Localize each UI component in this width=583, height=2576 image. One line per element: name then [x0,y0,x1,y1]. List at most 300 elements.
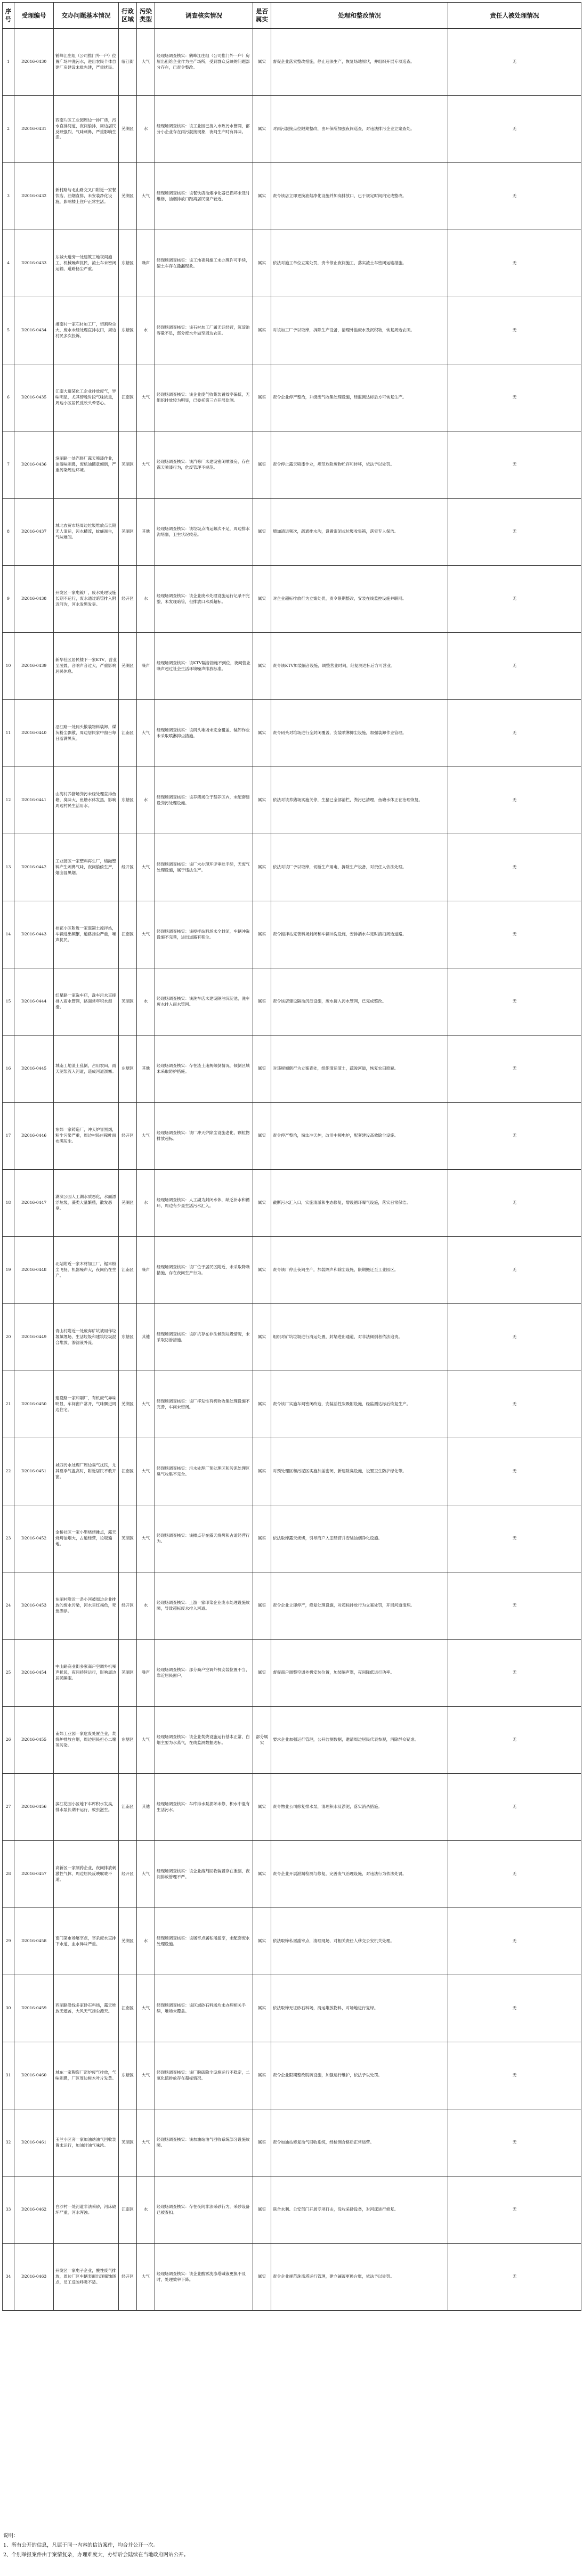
cell-no: 30 [3,1975,14,2042]
cell-pollution-type: 大气 [137,163,155,230]
cell-id: D2016-0445 [14,1036,54,1103]
notes [3,2531,189,2560]
cell-action: 责令码头对堆场进行全封闭覆盖，安装喷淋抑尘设施，加强装卸作业管理。 [271,700,448,767]
cell-verified: 属实 [253,2244,271,2311]
cell-district: 芜湖区 [119,499,137,566]
cell-no: 14 [3,901,14,968]
cell-district: 东塘区 [119,1304,137,1371]
cell-no: 8 [3,499,14,566]
note-item: 2、个别举报案件由于案情复杂，办理难度大，办结后会陆续在当地政府网站公开。 [3,2552,189,2558]
table-row [3,1975,581,2042]
table-row [3,499,581,566]
cell-verified: 属实 [253,364,271,431]
header-cell: 责任人被处理情况 [448,3,581,29]
cell-verified: 属实 [253,901,271,968]
cell-no: 17 [3,1103,14,1170]
cell-responsibility: 无 [448,767,581,834]
cell-pollution-type: 水 [137,1908,155,1975]
cell-no: 13 [3,834,14,901]
cell-district: 芜湖区 [119,1170,137,1237]
cell-district: 芜湖区 [119,633,137,700]
cell-no: 18 [3,1170,14,1237]
cell-description: 东湖村附近一条小河被周边企业排放的废水污染，河水呈红褐色，死鱼漂浮。 [54,1572,119,1640]
cell-id: D2016-0442 [14,834,54,901]
table-row [3,1103,581,1170]
cell-description: 城东一家陶瓷厂窑炉废气排放，气味刺鼻，厂区周边树木叶片发黄。 [54,2042,119,2109]
table-row [3,1505,581,1572]
cell-no: 15 [3,968,14,1036]
cell-action: 依法取缔露天烧烤，引导商户入室经营并安装油烟净化设施。 [271,1505,448,1572]
cell-description: 沿江路一处码头散装物料装卸，煤灰粉尘飘散，周边居民家中窗台每日落满黑灰。 [54,700,119,767]
header-cell: 行政区域 [119,3,137,29]
cell-description: 玉兰小区旁一家加油站油气回收装置未运行，加油时油气味浓。 [54,2109,119,2176]
cell-investigation: 经现场调查核实：该工地夜间施工未办理许可手续，渣土车存在撒漏现象。 [155,230,253,297]
cell-id: D2016-0436 [14,431,54,499]
cell-action: 督促企业落实整改措施，停止违法生产，恢复场地原状，并组织开展专项巡查。 [271,29,448,96]
cell-description: 工业园区一家塑料再生厂，熔融塑料产生刺鼻气味，夜间偷偷生产，烟囱冒黑烟。 [54,834,119,901]
cell-no: 22 [3,1438,14,1505]
cell-district: 芜湖区 [119,1908,137,1975]
table-row [3,901,581,968]
cell-pollution-type: 大气 [137,1975,155,2042]
cell-id: D2016-0459 [14,1975,54,2042]
cell-action: 依法对该养猪场实施关停，生猪已全部清栏，粪污已清理，鱼塘水体正在治理恢复。 [271,767,448,834]
cell-no: 24 [3,1572,14,1640]
cell-verified: 部分属实 [253,1707,271,1774]
cell-district: 江南区 [119,1237,137,1304]
cell-district: 经开区 [119,566,137,633]
cell-verified: 属实 [253,700,271,767]
cell-description: 新村路与北山路交叉口附近一家餐饮店，油烟直排，未安装净化设施，影响楼上住户正常生活。 [54,163,119,230]
cell-responsibility: 无 [448,1304,581,1371]
table-row [3,297,581,364]
cell-pollution-type: 大气 [137,2042,155,2109]
cell-pollution-type: 其他 [137,1036,155,1103]
cell-no: 29 [3,1908,14,1975]
cell-action: 责令搅拌站完善料场封闭和车辆冲洗设施，安排洒水车定时清扫周边道路。 [271,901,448,968]
cell-id: D2016-0460 [14,2042,54,2109]
table-row [3,1237,581,1304]
cell-investigation: 经现场调查核实：车库排水泵损坏未修，积水中混有生活污水。 [155,1774,253,1841]
cell-action: 责令该KTV加装隔音设施，调整营业时间，经复测达标后方可营业。 [271,633,448,700]
cell-responsibility: 无 [448,431,581,499]
cell-investigation: 经现场调查核实：该厂未办理环评审批手续，无废气处理设施，属于违法生产。 [155,834,253,901]
cell-description: 城南工地渣土乱倒，占用农田，雨天泥浆流入河道，造成河道淤塞。 [54,1036,119,1103]
cell-investigation: 经现场调查核实：污水处理厂预处理区和污泥处理区臭气收集不完全。 [155,1438,253,1505]
cell-description: 山湾村养猪场粪污未经处理直排鱼塘，臭味大，鱼塘水体发黑，影响周边村民生活用水。 [54,767,119,834]
cell-action: 责令企业开展泄漏检测与修复，完善废气治理设施，对违法行为依法处罚。 [271,1841,448,1908]
table-body [3,29,581,2311]
cell-no: 33 [3,2176,14,2244]
cell-district: 芜湖区 [119,431,137,499]
cell-no: 4 [3,230,14,297]
cell-responsibility: 无 [448,297,581,364]
cell-action: 督促商户调整空调外机安装位置，加装隔声罩，夜间降低运行功率。 [271,1640,448,1707]
cell-pollution-type: 大气 [137,2244,155,2311]
cell-district: 东塘区 [119,1036,137,1103]
cell-id: D2016-0431 [14,96,54,163]
cell-district: 经开区 [119,1103,137,1170]
cell-responsibility: 无 [448,1640,581,1707]
cell-action: 对违规倾倒行为立案查处，组织清运渣土，疏浚河道，恢复农田原貌。 [271,1036,448,1103]
cell-no: 2 [3,96,14,163]
cell-verified: 属实 [253,1304,271,1371]
cell-investigation: 经现场调查核实：上游一家印染企业废水处理设施故障，导致超标废水排入河道。 [155,1572,253,1640]
cell-description: 西南片区工业园周边一排厂房，污水直排河道，夜间偷排，周边居民反映强烈，气味刺鼻，严重影响生活。 [54,96,119,163]
cell-investigation: 经现场调查核实：该企业废气收集装置效率偏低，无组织排放较为明显，已委托第三方开展监测。 [155,364,253,431]
cell-responsibility: 无 [448,364,581,431]
cell-pollution-type: 大气 [137,364,155,431]
cell-verified: 属实 [253,1505,271,1572]
cell-verified: 属实 [253,1438,271,1505]
table-row [3,364,581,431]
cell-investigation: 经现场调查核实：人工湖为封闭水体，缺乏补水和循环，周边有少量生活污水汇入。 [155,1170,253,1237]
cell-responsibility: 无 [448,1774,581,1841]
table-row [3,834,581,901]
cell-description: 东城大道旁一处建筑工地夜间施工，机械噪声扰民，渣土车未密闭运输，道路扬尘严重。 [54,230,119,297]
cell-no: 10 [3,633,14,700]
cell-pollution-type: 大气 [137,901,155,968]
cell-action: 责令企业限期整改脱硫设施，加强运行维护，依法予以处罚。 [271,2042,448,2109]
table-row [3,767,581,834]
table-row [3,2176,581,2244]
cell-verified: 属实 [253,230,271,297]
cell-description: 南郊工业园一家危废处置企业，焚烧炉排放白烟，周边居民担心二噁英污染。 [54,1707,119,1774]
cell-action: 依法取缔私屠滥宰点，清理现场，对相关责任人移交公安机关处理。 [271,1908,448,1975]
cell-responsibility: 无 [448,566,581,633]
cell-id: D2016-0435 [14,364,54,431]
cell-no: 6 [3,364,14,431]
cell-district: 经开区 [119,1841,137,1908]
table-row [3,1438,581,1505]
cell-pollution-type: 大气 [137,700,155,767]
cell-district: 芜湖区 [119,968,137,1036]
cell-id: D2016-0438 [14,566,54,633]
header-cell: 调查核实情况 [155,3,253,29]
cell-description: 北站附近一家木材加工厂，锯末粉尘飞扬，机器噪声大，夜间仍在生产。 [54,1237,119,1304]
cell-verified: 属实 [253,96,271,163]
cell-description: 新华社区居民楼下一家KTV，营业至凌晨，音响声音过大，严重影响居民休息。 [54,633,119,700]
table-row [3,1572,581,1640]
cell-no: 5 [3,297,14,364]
cell-action: 责令停止露天喷漆作业，规范危险废物贮存和转移，依法予以处罚。 [271,431,448,499]
cell-verified: 属实 [253,499,271,566]
cell-no: 21 [3,1371,14,1438]
cell-no: 16 [3,1036,14,1103]
cell-responsibility: 无 [448,1841,581,1908]
cell-district: 江南区 [119,1774,137,1841]
cell-pollution-type: 其他 [137,1774,155,1841]
cell-responsibility: 无 [448,2042,581,2109]
cell-id: D2016-0439 [14,633,54,700]
cell-pollution-type: 水 [137,566,155,633]
cell-investigation: 经现场调查核实：鹤峰江庄组（公司推门外一户）房屋出租给企业作为生产场所，受到群众反映的问题部分存在，已责令整改。 [155,29,253,96]
cell-pollution-type: 水 [137,1170,155,1237]
cell-pollution-type: 大气 [137,1103,155,1170]
cell-id: D2016-0447 [14,1170,54,1237]
cell-investigation: 经现场调查核实：该企业溶剂回收装置存在泄漏，夜间排放管理不严。 [155,1841,253,1908]
cell-no: 19 [3,1237,14,1304]
cell-responsibility: 无 [448,1975,581,2042]
cell-investigation: 经现场调查核实：该企业酸雾洗涤塔碱液更换不及时，处理效率下降。 [155,2244,253,2311]
cell-description: 建设路一家印刷厂，有机废气异味明显，车间窗户常开，气味飘进周边住宅。 [54,1371,119,1438]
cell-no: 31 [3,2042,14,2109]
table-row [3,1036,581,1103]
cell-verified: 属实 [253,1975,271,2042]
cell-investigation: 经现场调查核实：该石材加工厂属无证经营，沉淀池容量不足，部分废水外溢至周边农田。 [155,297,253,364]
cell-verified: 属实 [253,1908,271,1975]
header-row [3,3,581,29]
header-cell: 受理编号 [14,3,54,29]
cell-no: 20 [3,1304,14,1371]
cell-id: D2016-0434 [14,297,54,364]
table-row [3,163,581,230]
cell-no: 23 [3,1505,14,1572]
cell-pollution-type: 水 [137,2176,155,2244]
cell-no: 34 [3,2244,14,2311]
cell-responsibility: 无 [448,1170,581,1237]
cell-district: 江南区 [119,901,137,968]
cell-description: 城北农贸市场周边垃圾堆放点长期无人清运，污水横流，蚊蝇滋生，气味难闻。 [54,499,119,566]
cell-id: D2016-0455 [14,1707,54,1774]
cell-description: 桂花小区附近一家混凝土搅拌站，车辆进出频繁，道路扬尘严重，噪声扰民。 [54,901,119,968]
table-row [3,2042,581,2109]
cell-verified: 属实 [253,1371,271,1438]
cell-no: 32 [3,2109,14,2176]
table-row [3,2109,581,2176]
cell-id: D2016-0458 [14,1908,54,1975]
cell-pollution-type: 大气 [137,2109,155,2176]
cell-investigation: 经现场调查核实：该汽修厂未建设密闭喷漆房，存在露天喷漆行为，危废管理不规范。 [155,431,253,499]
cell-id: D2016-0443 [14,901,54,968]
cell-pollution-type: 大气 [137,1371,155,1438]
complaint-table [2,2,581,2311]
table-row [3,1640,581,1707]
cell-responsibility: 无 [448,29,581,96]
cell-id: D2016-0452 [14,1505,54,1572]
cell-responsibility: 无 [448,1908,581,1975]
cell-district: 东塘区 [119,230,137,297]
cell-description: 滨江花园小区地下车库积水发臭，排水泵长期不运行，蚊虫滋生。 [54,1774,119,1841]
table-row [3,29,581,96]
cell-description: 湘南村一家石材加工厂，切割粉尘大，废水未经处理直排农田，周边村民多次投诉。 [54,297,119,364]
cell-responsibility: 无 [448,1505,581,1572]
cell-id: D2016-0430 [14,29,54,96]
cell-action: 责令加油站修复油气回收系统，经检测合格后正常运营。 [271,2109,448,2176]
cell-district: 江南区 [119,364,137,431]
cell-pollution-type: 大气 [137,1841,155,1908]
cell-verified: 属实 [253,1237,271,1304]
cell-district: 经开区 [119,834,137,901]
cell-district: 芜湖区 [119,163,137,230]
cell-action: 责令该店立即更换油烟净化设施并加高排放口，已于规定时间内完成整改。 [271,163,448,230]
cell-action: 对该加工厂予以取缔，拆除生产设备，清理外溢废水及沉积物，恢复周边农田。 [271,297,448,364]
cell-district: 江南区 [119,2176,137,2244]
cell-pollution-type: 水 [137,968,155,1036]
cell-action: 联合水利、公安部门开展专项打击，没收采砂设备，对河床进行修复。 [271,2176,448,2244]
cell-verified: 属实 [253,29,271,96]
cell-no: 26 [3,1707,14,1774]
cell-responsibility: 无 [448,1707,581,1774]
cell-id: D2016-0444 [14,968,54,1036]
cell-verified: 属实 [253,1841,271,1908]
table-row [3,968,581,1036]
cell-no: 12 [3,767,14,834]
cell-action: 要求企业加强运行管理，公开监测数据，邀请周边居民代表参观，消除群众疑虑。 [271,1707,448,1774]
cell-responsibility: 无 [448,1572,581,1640]
table-row [3,633,581,700]
cell-id: D2016-0441 [14,767,54,834]
cell-no: 1 [3,29,14,96]
cell-verified: 属实 [253,163,271,230]
table-row [3,1371,581,1438]
cell-district: 东塘区 [119,767,137,834]
cell-verified: 属实 [253,2109,271,2176]
cell-responsibility: 无 [448,2109,581,2176]
cell-description: 红星路一家洗车店，洗车污水直接排入雨水管网，路面常年积水湿滑。 [54,968,119,1036]
cell-id: D2016-0450 [14,1371,54,1438]
cell-investigation: 经现场调查核实：该屠宰点属私屠滥宰，未配套废水处理设施。 [155,1908,253,1975]
cell-investigation: 经现场调查核实：部分商户空调外机安装位置不当，靠近居民窗户。 [155,1640,253,1707]
cell-action: 依法取缔无证砂石料场，清运堆放物料，对场地进行复绿。 [271,1975,448,2042]
cell-district: 江南区 [119,1975,137,2042]
cell-investigation: 经现场调查核实：存在夜间非法采砂行为，采砂设备已被查扣。 [155,2176,253,2244]
cell-investigation: 经现场调查核实：该垃圾点清运频次不足，周边排水沟堵塞，卫生状况较差。 [155,499,253,566]
cell-id: D2016-0462 [14,2176,54,2244]
cell-investigation: 经现场调查核实：该搅拌站料场未全封闭，车辆冲洗设施不完善，进出道路有积尘。 [155,901,253,968]
cell-id: D2016-0446 [14,1103,54,1170]
cell-verified: 属实 [253,1170,271,1237]
cell-responsibility: 无 [448,1036,581,1103]
cell-district: 芜湖区 [119,96,137,163]
cell-investigation: 经现场调查核实：该区域砂石料场均未办理相关手续，堆场未覆盖。 [155,1975,253,2042]
cell-responsibility: 无 [448,1103,581,1170]
cell-action: 截断污水汇入口，实施清淤和生态修复，增设循环曝气设施，落实日常保洁。 [271,1170,448,1237]
cell-investigation: 经现场调查核实：该洗车店未建设隔油沉淀池，洗车废水排入雨水管网。 [155,968,253,1036]
cell-district: 芜湖区 [119,1371,137,1438]
cell-action: 责令该厂实施车间密闭改造，安装活性炭吸附设施，经监测达标后恢复生产。 [271,1371,448,1438]
cell-district: 江南区 [119,700,137,767]
cell-responsibility: 无 [448,163,581,230]
cell-district: 江南区 [119,1438,137,1505]
cell-action: 责令企业立即停产，修复处理设施，对超标排放行为立案处罚，开展河道清理。 [271,1572,448,1640]
cell-investigation: 经现场调查核实：该厂挥发性有机物收集处理设施不完善，车间未密闭。 [155,1371,253,1438]
cell-no: 11 [3,700,14,767]
cell-investigation: 经现场调查核实：该矿坑存在非法倾倒垃圾情况，未采取防渗措施。 [155,1304,253,1371]
cell-district: 芜湖区 [119,1640,137,1707]
cell-action: 对雨污混接点位限期整改，由环保所加强夜间巡查，对违法排污企业立案查处。 [271,96,448,163]
cell-description: 西湖路沿线多家砂石料场，露天堆放无遮盖，大风天气扬尘漫天。 [54,1975,119,2042]
cell-investigation: 经现场调查核实：该加油站油气回收系统部分设施故障。 [155,2109,253,2176]
table-row [3,1774,581,1841]
cell-responsibility: 无 [448,1438,581,1505]
cell-description: 金桥社区一家小型烧烤摊点，露天烧烤油烟大，占道经营，垃圾遍地。 [54,1505,119,1572]
notes-heading: 说明： [3,2533,19,2539]
cell-id: D2016-0440 [14,700,54,767]
cell-action: 责令物业公司修复排水泵，清理积水及淤泥，落实消杀措施。 [271,1774,448,1841]
cell-action: 对企业超标排放行为立案处罚，责令限期整改，安装在线监控设施并联网。 [271,566,448,633]
table-row [3,1170,581,1237]
cell-investigation: 经现场调查核实：该餐饮店油烟净化器已损坏未及时维修，油烟排放口距离居民窗户较近。 [155,163,253,230]
cell-action: 责令该厂停止夜间生产，加装隔声和除尘设施，限期搬迁至工业园区。 [271,1237,448,1304]
cell-investigation: 经现场调查核实：该企业废水处理设施运行记录不完整，未发现暗管，但排放口水质超标。 [155,566,253,633]
table-row [3,1841,581,1908]
table-row [3,96,581,163]
cell-description: 白沙村一处河道非法采砂，河床破坏严重，河水浑浊。 [54,2176,119,2244]
cell-description: 鹤峰江庄组（公司推门外一户）位置广场冲洗污水，进出农民个体自建厂房建设未批先建，严重扰民。 [54,29,119,96]
cell-description: 中山路商业街多家商户空调外机噪声扰民，夜间持续运行，影响周边居民睡眠。 [54,1640,119,1707]
cell-verified: 属实 [253,566,271,633]
header-cell: 污染类型 [137,3,155,29]
cell-district: 经开区 [119,2244,137,2311]
cell-action: 对预处理区和污泥区实施加盖密闭，新建除臭设施，设置卫生防护绿化带。 [271,1438,448,1505]
cell-investigation: 经现场调查核实：存在渣土违规倾倒情况，倾倒区域未采取防护措施。 [155,1036,253,1103]
cell-action: 责令该店建设隔油沉淀设施，废水接入污水管网，已完成整改。 [271,968,448,1036]
cell-responsibility: 无 [448,968,581,1036]
cell-verified: 属实 [253,2042,271,2109]
cell-responsibility: 无 [448,834,581,901]
cell-district: 经开区 [119,1572,137,1640]
cell-verified: 属实 [253,1103,271,1170]
cell-id: D2016-0451 [14,1438,54,1505]
cell-pollution-type: 水 [137,96,155,163]
cell-investigation: 经现场调查核实：该厂位于居民区附近，未采取降噪措施，存在夜间生产行为。 [155,1237,253,1304]
cell-responsibility: 无 [448,2176,581,2244]
cell-verified: 属实 [253,1774,271,1841]
cell-pollution-type: 噪声 [137,633,155,700]
cell-description: 高新区一家制药企业，夜间排放刺激性气体，周边居民反映喉咙不适。 [54,1841,119,1908]
cell-verified: 属实 [253,1036,271,1103]
table-row [3,1304,581,1371]
cell-investigation: 经现场调查核实：该KTV隔音措施不到位，夜间营业噪声超过社会生活环境噪声排放标准。 [155,633,253,700]
table-row [3,566,581,633]
cell-description: 滨湖路一处汽修厂露天喷漆作业，油漆味刺鼻，废机油随意倾倒，严重污染周边环境。 [54,431,119,499]
cell-action: 责令停产整治，淘汰冲天炉，改用中频电炉，配套建设高效除尘设施。 [271,1103,448,1170]
cell-district: 芜湖区 [119,1505,137,1572]
cell-responsibility: 无 [448,700,581,767]
cell-pollution-type: 水 [137,297,155,364]
cell-pollution-type: 大气 [137,431,155,499]
cell-district: 东塘区 [119,297,137,364]
cell-id: D2016-0449 [14,1304,54,1371]
cell-id: D2016-0448 [14,1237,54,1304]
table-row [3,2244,581,2311]
cell-verified: 属实 [253,1572,271,1640]
cell-pollution-type: 大气 [137,834,155,901]
cell-action: 组织对矿坑垃圾进行清运处置，封堵进出通道，对非法倾倒者依法追责。 [271,1304,448,1371]
cell-responsibility: 无 [448,499,581,566]
table-row [3,431,581,499]
cell-description: 东郊一家铸造厂，冲天炉冒黑烟，粉尘污染严重，周边村民庄稼叶面布满灰尘。 [54,1103,119,1170]
table-row [3,230,581,297]
cell-description: 开发区一家电镀厂，废水处理设施长期不运行，废水通过暗管排入附近河沟，河水发黑发臭。 [54,566,119,633]
cell-district: 临江街 [119,29,137,96]
cell-responsibility: 无 [448,230,581,297]
header-cell: 序号 [3,3,14,29]
cell-verified: 属实 [253,633,271,700]
cell-pollution-type: 其他 [137,499,155,566]
cell-pollution-type: 大气 [137,1438,155,1505]
cell-id: D2016-0457 [14,1841,54,1908]
cell-no: 28 [3,1841,14,1908]
cell-no: 3 [3,163,14,230]
cell-action: 增加清运频次，疏通排水沟，设置密闭式垃圾收集箱，落实专人保洁。 [271,499,448,566]
cell-responsibility: 无 [448,96,581,163]
cell-verified: 属实 [253,834,271,901]
cell-pollution-type: 水 [137,767,155,834]
cell-action: 依法对该厂予以取缔，切断生产用电，拆除生产设备，对责任人依法处理。 [271,834,448,901]
cell-description: 城西污水处理厂周边臭气扰民，尤其夏季气温高时，附近居民不敢开窗。 [54,1438,119,1505]
